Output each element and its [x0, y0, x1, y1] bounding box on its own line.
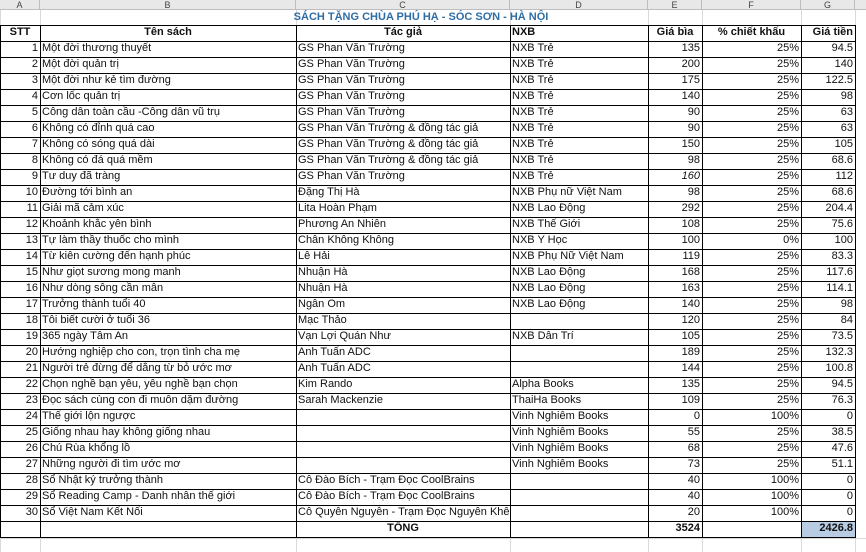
cell-r19-c4[interactable]: NXB Dân Trí [512, 330, 574, 342]
cell-r21-c3[interactable]: Anh Tuấn ADC [298, 362, 371, 374]
table-border-h [0, 41, 856, 42]
cell-r19-c1[interactable]: 19 [25, 330, 38, 342]
cell-r1-c7[interactable]: 94.5 [831, 42, 853, 54]
cell-r18-c7[interactable]: 84 [840, 314, 853, 326]
cell-r1-c6[interactable]: 25% [776, 42, 799, 54]
cell-r4-c7[interactable]: 98 [840, 90, 853, 102]
cell-r26-c6[interactable]: 25% [776, 442, 799, 454]
cell-r13-c5[interactable]: 100 [681, 234, 700, 246]
cell-r20-c5[interactable]: 189 [681, 346, 700, 358]
cell-r28-c2[interactable]: Sổ Nhật ký trưởng thành [42, 474, 163, 486]
table-border-h [0, 537, 856, 538]
table-border-h [0, 89, 856, 90]
table-border-h [0, 489, 856, 490]
table-border-h [0, 361, 856, 362]
cell-r25-c1[interactable]: 25 [25, 426, 38, 438]
table-border-h [0, 201, 856, 202]
cell-r27-c4[interactable]: Vinh Nghiêm Books [512, 458, 609, 470]
cell-r11-c4[interactable]: NXB Lao Động [512, 202, 586, 214]
cell-r13-c4[interactable]: NXB Y Học [512, 234, 568, 246]
cell-r1-c1[interactable]: 1 [31, 42, 38, 54]
table-border-h [0, 345, 856, 346]
cell-r2-c6[interactable]: 25% [776, 58, 799, 70]
cell-r26-c4[interactable]: Vinh Nghiêm Books [512, 442, 609, 454]
cell-r14-c7[interactable]: 83.3 [831, 250, 853, 262]
cell-r15-c6[interactable]: 25% [776, 266, 799, 278]
cell-r13-c7[interactable]: 100 [834, 234, 853, 246]
cell-r22-c6[interactable]: 25% [776, 378, 799, 390]
cell-r9-c4[interactable]: NXB Trẻ [512, 170, 554, 182]
table-border-h [0, 105, 856, 106]
cell-r6-c3[interactable]: GS Phan Văn Trường & đồng tác giả [298, 122, 479, 134]
cell-r15-c4[interactable]: NXB Lao Động [512, 266, 586, 278]
cell-r16-c2[interactable]: Như dòng sông cần mẫn [42, 282, 164, 294]
cell-r5-c6[interactable]: 25% [776, 106, 799, 118]
cell-r28-c7[interactable]: 0 [846, 474, 853, 486]
cell-r5-c4[interactable]: NXB Trẻ [512, 106, 554, 118]
cell-r17-c2[interactable]: Trưởng thành tuổi 40 [42, 298, 146, 310]
sheet-title: SÁCH TẶNG CHÙA PHÚ HẠ - SÓC SƠN - HÀ NỘI [293, 11, 549, 23]
cell-r30-c7[interactable]: 0 [846, 506, 853, 518]
column-header-b[interactable]: B [40, 0, 296, 10]
cell-r16-c1[interactable]: 16 [25, 282, 38, 294]
cell-r30-c3[interactable]: Cô Quyên Nguyễn - Trạm Đọc Nguyên Khê [298, 506, 510, 518]
header-3[interactable]: Tác giả [384, 26, 422, 38]
cell-r27-c6[interactable]: 25% [776, 458, 799, 470]
cell-r19-c7[interactable]: 73.5 [831, 330, 853, 342]
cell-r16-c5[interactable]: 163 [681, 282, 700, 294]
cell-r11-c3[interactable]: Lita Hoàn Phạm [298, 202, 377, 214]
table-border-h [0, 409, 856, 410]
cell-r5-c1[interactable]: 5 [31, 106, 38, 118]
cell-r19-c6[interactable]: 25% [776, 330, 799, 342]
cell-r6-c4[interactable]: NXB Trẻ [512, 122, 554, 134]
cell-r24-c3[interactable] [296, 409, 510, 425]
cell-r1-c2[interactable]: Một đời thương thuyết [42, 42, 152, 54]
table-border-h [0, 121, 856, 122]
cell-r7-c7[interactable]: 105 [834, 138, 853, 150]
cell-r27-c2[interactable]: Những người đi tìm ước mơ [42, 458, 181, 470]
cell-r6-c5[interactable]: 90 [687, 122, 700, 134]
table-border-v [296, 25, 297, 538]
header-6[interactable]: % chiết khấu [717, 26, 786, 38]
cell-r27-c3[interactable] [296, 457, 510, 473]
cell-r28-c4[interactable] [510, 473, 648, 489]
cell-r4-c1[interactable]: 4 [31, 90, 38, 102]
cell-r17-c3[interactable]: Ngân Om [298, 298, 346, 310]
cell-r10-c1[interactable]: 10 [25, 186, 38, 198]
table-border-h [0, 185, 856, 186]
cell-r8-c3[interactable]: GS Phan Văn Trường & đồng tác giả [298, 154, 479, 166]
cell-r15-c7[interactable]: 117.6 [826, 266, 853, 278]
cell-r5-c7[interactable]: 63 [840, 106, 853, 118]
table-border-h [0, 505, 856, 506]
cell-r22-c7[interactable]: 94.5 [831, 378, 853, 390]
cell-r23-c1[interactable]: 23 [25, 394, 38, 406]
cell-r3-c6[interactable]: 25% [776, 74, 799, 86]
cell-r29-c2[interactable]: Sổ Reading Camp - Danh nhân thế giới [42, 490, 236, 502]
cell-r9-c5[interactable]: 160 [681, 170, 700, 182]
cell-r18-c4[interactable] [510, 313, 648, 329]
cell-r29-c6[interactable]: 100% [770, 490, 799, 502]
cell-r10-c5[interactable]: 98 [687, 186, 700, 198]
cell-r20-c3[interactable]: Anh Tuấn ADC [298, 346, 371, 358]
cell-r19-c2[interactable]: 365 ngày Tâm An [42, 330, 129, 342]
cell-r13-c2[interactable]: Tự làm thầy thuốc cho mình [42, 234, 179, 246]
column-header-a[interactable]: A [0, 0, 40, 10]
header-4[interactable]: NXB [512, 26, 536, 38]
cell-r9-c6[interactable]: 25% [776, 170, 799, 182]
cell-r15-c2[interactable]: Như giọt sương mong manh [42, 266, 181, 278]
cell-r8-c7[interactable]: 68.6 [831, 154, 853, 166]
cell-r20-c2[interactable]: Hướng nghiệp cho con, trọn tình cha mẹ [42, 346, 241, 358]
cell-r28-c3[interactable]: Cô Đào Bích - Trạm Đọc CoolBrains [298, 474, 475, 486]
cell-r25-c7[interactable]: 38.5 [831, 426, 853, 438]
cell-r11-c7[interactable]: 204.4 [825, 202, 853, 214]
table-border-h [0, 153, 856, 154]
table-border-h [0, 57, 856, 58]
cell-r29-c3[interactable]: Cô Đào Bích - Trạm Đọc CoolBrains [298, 490, 475, 502]
cell-r10-c3[interactable]: Đặng Thị Hà [298, 186, 360, 198]
cell-r26-c1[interactable]: 26 [25, 442, 38, 454]
cell-r2-c1[interactable]: 2 [31, 58, 38, 70]
cell-r14-c4[interactable]: NXB Phụ Nữ Việt Nam [512, 250, 624, 262]
cell-r12-c5[interactable]: 108 [681, 218, 700, 230]
cell-r7-c3[interactable]: GS Phan Văn Trường & đồng tác giả [298, 138, 479, 150]
cell-r6-c2[interactable]: Không có đỉnh quá cao [42, 122, 155, 134]
cell-r7-c2[interactable]: Không có sóng quá dài [42, 138, 155, 150]
table-border-h [0, 73, 856, 74]
cell-r27-c5[interactable]: 73 [687, 458, 700, 470]
cell-r24-c6[interactable]: 100% [770, 410, 799, 422]
cell-r3-c2[interactable]: Một đời như kẻ tìm đường [42, 74, 171, 86]
cell-r3-c4[interactable]: NXB Trẻ [512, 74, 554, 86]
cell-r24-c7[interactable]: 0 [846, 410, 853, 422]
cell-r30-c5[interactable]: 20 [687, 506, 700, 518]
cell-r20-c4[interactable] [510, 345, 648, 361]
cell-r26-c5[interactable]: 68 [687, 442, 700, 454]
column-header-e[interactable]: E [648, 0, 702, 10]
table-border-v [648, 25, 649, 538]
cell-r22-c2[interactable]: Chọn nghề bạn yêu, yêu nghề bạn chọn [42, 378, 238, 390]
cell-r18-c1[interactable]: 18 [25, 314, 38, 326]
table-border-h [0, 441, 856, 442]
cell-r22-c5[interactable]: 135 [681, 378, 700, 390]
cell-r30-c2[interactable]: Sổ Việt Nam Kết Nối [42, 506, 143, 518]
cell-r11-c5[interactable]: 292 [681, 202, 700, 214]
cell-r11-c1[interactable]: 11 [26, 202, 38, 214]
cell-r21-c7[interactable]: 100.8 [825, 362, 853, 374]
header-2[interactable]: Tên sách [144, 26, 192, 38]
cell-r25-c6[interactable]: 25% [776, 426, 799, 438]
cell-r25-c4[interactable]: Vinh Nghiêm Books [512, 426, 609, 438]
cell-r20-c1[interactable]: 20 [25, 346, 38, 358]
cell-r14-c3[interactable]: Lê Hải [298, 250, 330, 262]
cell-r12-c1[interactable]: 12 [25, 218, 38, 230]
cell-r6-c7[interactable]: 63 [840, 122, 853, 134]
cell-r2-c3[interactable]: GS Phan Văn Trường [298, 58, 405, 70]
cell-r19-c5[interactable]: 105 [681, 330, 700, 342]
table-border-h [0, 25, 856, 26]
table-border-h [0, 329, 856, 330]
cell-r8-c4[interactable]: NXB Trẻ [512, 154, 554, 166]
column-header-g[interactable]: G [801, 0, 855, 10]
cell-r23-c4[interactable]: ThaiHa Books [512, 394, 582, 406]
cell-r11-c6[interactable]: 25% [776, 202, 799, 214]
cell-r20-c6[interactable]: 25% [776, 346, 799, 358]
cell-r5-c2[interactable]: Công dân toàn cầu -Công dân vũ trụ [42, 106, 220, 118]
cell-r27-c1[interactable]: 27 [25, 458, 38, 470]
cell-r29-c5[interactable]: 40 [687, 490, 700, 502]
cell-r7-c4[interactable]: NXB Trẻ [512, 138, 554, 150]
cell-r11-c2[interactable]: Giải mã cảm xúc [42, 202, 124, 214]
table-border-h [0, 473, 856, 474]
cell-r15-c3[interactable]: Nhuận Hà [298, 266, 348, 278]
cell-r1-c5[interactable]: 135 [681, 42, 700, 54]
table-border-h [0, 457, 856, 458]
cell-r21-c6[interactable]: 25% [776, 362, 799, 374]
cell-r24-c2[interactable]: Thế giới lộn ngược [42, 410, 136, 422]
cell-r26-c7[interactable]: 47.6 [831, 442, 853, 454]
header-7[interactable]: Giá tiền [812, 26, 853, 38]
cell-r23-c6[interactable]: 25% [776, 394, 799, 406]
cell-r3-c5[interactable]: 175 [681, 74, 700, 86]
cell-r30-c4[interactable] [510, 505, 648, 521]
cell-r4-c3[interactable]: GS Phan Văn Trường [298, 90, 405, 102]
table-border-h [0, 425, 856, 426]
table-border-h [0, 521, 856, 522]
cell-r5-c5[interactable]: 90 [687, 106, 700, 118]
cell-r17-c5[interactable]: 140 [681, 298, 700, 310]
cell-r14-c6[interactable]: 25% [776, 250, 799, 262]
table-border-h [0, 265, 856, 266]
cell-r23-c7[interactable]: 76.3 [831, 394, 853, 406]
cell-r4-c4[interactable]: NXB Trẻ [512, 90, 554, 102]
cell-r18-c2[interactable]: Tôi biết cười ở tuổi 36 [42, 314, 151, 326]
total-label: TỔNG [387, 522, 419, 534]
cell-r21-c4[interactable] [510, 361, 648, 377]
cell-r13-c6[interactable]: 0% [783, 234, 799, 246]
table-border-h [0, 217, 856, 218]
gridline-row [0, 538, 866, 539]
cell-r6-c6[interactable]: 25% [776, 122, 799, 134]
column-header-d[interactable]: D [510, 0, 648, 10]
cell-r9-c7[interactable]: 112 [835, 170, 853, 182]
column-header-filler [855, 0, 866, 10]
table-border-v [702, 25, 703, 538]
cell-r16-c7[interactable]: 114.1 [826, 282, 853, 294]
cell-r21-c5[interactable]: 144 [681, 362, 700, 374]
cell-r28-c5[interactable]: 40 [687, 474, 700, 486]
cell-r2-c4[interactable]: NXB Trẻ [512, 58, 554, 70]
cell-r16-c3[interactable]: Nhuận Hà [298, 282, 348, 294]
cell-r25-c5[interactable]: 55 [687, 426, 700, 438]
cell-r8-c6[interactable]: 25% [776, 154, 799, 166]
cell-r13-c1[interactable]: 13 [25, 234, 38, 246]
cell-r1-c3[interactable]: GS Phan Văn Trường [298, 42, 405, 54]
cell-r9-c2[interactable]: Tư duy đã tràng [42, 170, 121, 182]
cell-r14-c2[interactable]: Từ kiên cường đến hạnh phúc [42, 250, 191, 262]
cell-r30-c1[interactable]: 30 [25, 506, 38, 518]
cell-r17-c7[interactable]: 98 [840, 298, 853, 310]
cell-r22-c3[interactable]: Kim Rando [298, 378, 353, 390]
cell-r28-c6[interactable]: 100% [770, 474, 799, 486]
cell-r18-c5[interactable]: 120 [681, 314, 700, 326]
cell-r7-c5[interactable]: 150 [681, 138, 700, 150]
cell-r3-c7[interactable]: 122.5 [825, 74, 853, 86]
cell-r20-c7[interactable]: 132.3 [825, 346, 853, 358]
cell-r21-c2[interactable]: Người trẻ đừng để dằng từ bỏ ước mơ [42, 362, 232, 374]
cell-r18-c6[interactable]: 25% [776, 314, 799, 326]
table-border-v [0, 25, 1, 538]
cell-r8-c5[interactable]: 98 [687, 154, 700, 166]
cell-r29-c4[interactable] [510, 489, 648, 505]
column-header-f[interactable]: F [702, 0, 801, 10]
column-header-c[interactable]: C [296, 0, 510, 10]
cell-r30-c6[interactable]: 100% [770, 506, 799, 518]
total-gia-tien[interactable]: 2426.8 [801, 521, 855, 537]
cell-r23-c2[interactable]: Đọc sách cùng con đi muôn dặm đường [42, 394, 239, 406]
cell-r14-c5[interactable]: 119 [682, 250, 700, 262]
cell-r18-c3[interactable]: Mạc Thảo [298, 314, 347, 326]
cell-r3-c3[interactable]: GS Phan Văn Trường [298, 74, 405, 86]
cell-r15-c1[interactable]: 15 [25, 266, 38, 278]
cell-r23-c3[interactable]: Sarah Mackenzie [298, 394, 383, 406]
total-gia-bia[interactable]: 3524 [675, 522, 700, 534]
cell-r22-c4[interactable]: Alpha Books [512, 378, 574, 390]
cell-r16-c6[interactable]: 25% [776, 282, 799, 294]
cell-r7-c1[interactable]: 7 [31, 138, 38, 150]
cell-r10-c7[interactable]: 68.6 [831, 186, 853, 198]
cell-r22-c1[interactable]: 22 [25, 378, 38, 390]
table-border-v [801, 25, 802, 538]
cell-r8-c2[interactable]: Không có đá quá mềm [42, 154, 153, 166]
table-border-v [40, 25, 41, 538]
table-border-h [0, 281, 856, 282]
cell-r12-c3[interactable]: Phương An Nhiên [298, 218, 386, 230]
table-border-h [0, 377, 856, 378]
cell-r23-c5[interactable]: 109 [681, 394, 700, 406]
table-border-v [510, 25, 511, 538]
cell-r9-c1[interactable]: 9 [31, 170, 38, 182]
cell-r29-c7[interactable]: 0 [846, 490, 853, 502]
cell-r24-c1[interactable]: 24 [25, 410, 38, 422]
cell-r1-c4[interactable]: NXB Trẻ [512, 42, 554, 54]
table-border-h [0, 137, 856, 138]
cell-r2-c5[interactable]: 200 [681, 58, 700, 70]
cell-r2-c7[interactable]: 140 [834, 58, 853, 70]
cell-r7-c6[interactable]: 25% [776, 138, 799, 150]
cell-r5-c3[interactable]: GS Phan Văn Trường [298, 106, 405, 118]
cell-r21-c1[interactable]: 21 [25, 362, 38, 374]
cell-r14-c1[interactable]: 14 [25, 250, 38, 262]
cell-r12-c6[interactable]: 25% [776, 218, 799, 230]
table-border-h [0, 233, 856, 234]
table-border-h [0, 393, 856, 394]
table-border-h [0, 169, 856, 170]
cell-r12-c2[interactable]: Khoảnh khắc yên bình [42, 218, 152, 230]
cell-r12-c4[interactable]: NXB Thế Giới [512, 218, 581, 230]
cell-r19-c3[interactable]: Vạn Lợi Quán Như [298, 330, 391, 342]
cell-r15-c5[interactable]: 168 [681, 266, 700, 278]
cell-r2-c2[interactable]: Một đời quản trị [42, 58, 119, 70]
header-1[interactable]: STT [9, 26, 31, 38]
cell-r10-c4[interactable]: NXB Phụ nữ Việt Nam [512, 186, 622, 198]
cell-r17-c6[interactable]: 25% [776, 298, 799, 310]
table-border-h [0, 297, 856, 298]
cell-r4-c5[interactable]: 140 [681, 90, 700, 102]
cell-r29-c1[interactable]: 29 [25, 490, 38, 502]
header-5[interactable]: Giá bìa [656, 26, 694, 38]
cell-r25-c2[interactable]: Giống nhau hay không giống nhau [42, 426, 211, 438]
table-border-v [855, 25, 856, 538]
cell-r12-c7[interactable]: 75.6 [831, 218, 853, 230]
cell-r10-c2[interactable]: Đường tới bình an [42, 186, 133, 198]
cell-r26-c3[interactable] [296, 441, 510, 457]
cell-r17-c4[interactable]: NXB Lao Động [512, 298, 586, 310]
cell-r3-c1[interactable]: 3 [31, 74, 38, 86]
cell-r16-c4[interactable]: NXB Lao Động [512, 282, 586, 294]
cell-r27-c7[interactable]: 51.1 [831, 458, 853, 470]
cell-r10-c6[interactable]: 25% [776, 186, 799, 198]
cell-r26-c2[interactable]: Chú Rùa khổng lồ [42, 442, 131, 454]
cell-r4-c6[interactable]: 25% [776, 90, 799, 102]
cell-r4-c2[interactable]: Cơn lốc quản trị [42, 90, 121, 102]
cell-r25-c3[interactable] [296, 425, 510, 441]
table-border-h [0, 313, 856, 314]
cell-r8-c1[interactable]: 8 [31, 154, 38, 166]
cell-r17-c1[interactable]: 17 [25, 298, 38, 310]
cell-r28-c1[interactable]: 28 [25, 474, 38, 486]
cell-r24-c4[interactable]: Vinh Nghiêm Books [512, 410, 609, 422]
cell-r24-c5[interactable]: 0 [693, 410, 700, 422]
table-border-h [0, 249, 856, 250]
cell-r13-c3[interactable]: Chân Không Không [298, 234, 395, 246]
cell-r9-c3[interactable]: GS Phan Văn Trường [298, 170, 405, 182]
cell-r6-c1[interactable]: 6 [31, 122, 38, 134]
